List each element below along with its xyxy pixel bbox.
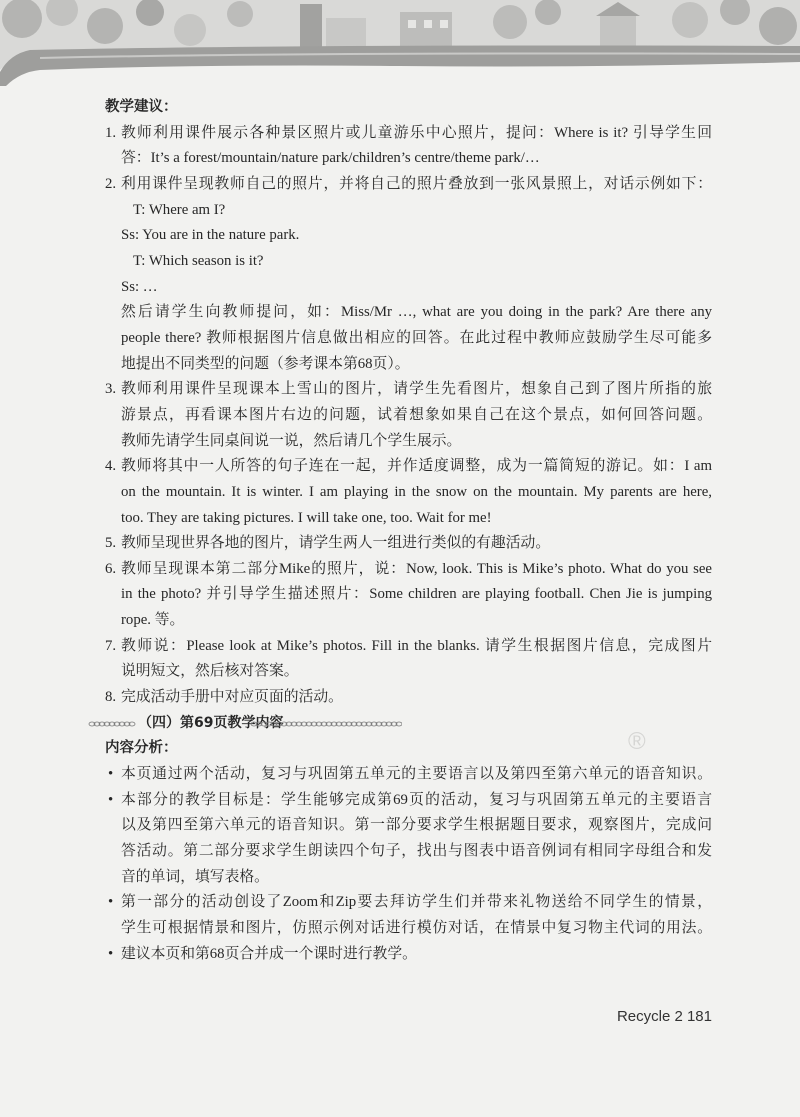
item-text: 地提出不同类型的问题（参考课本第68页）。 [121,355,410,372]
item-number: 8. [105,689,117,706]
bullet-text: 答活动。第二部分要求学生朗读四个句子，找出与图表中语音例词有相同字母组合和发 [121,843,712,860]
suggestion-item-7-cont [105,659,712,685]
header-banner [0,0,800,88]
page-number: 181 [686,1008,712,1025]
section-title-line [105,711,712,737]
suggestion-item-2-cont [105,326,712,352]
footer-unit: Recycle 2 [616,1008,683,1025]
suggestion-item-3-cont [105,429,712,455]
analysis-bullet-3-cont [105,916,712,942]
bullet-text: 建议本页和第68页合并成一个课时进行教学。 [121,945,417,962]
item-text: people there? 教师根据图片信息做出相应的回答。在此过程中教师应鼓励学生尽可能多 [121,329,712,346]
analysis-bullet-2 [105,788,712,814]
page-footer [560,1008,712,1025]
item-text: 教师将其中一人所答的句子连在一起，并作适度调整，成为一篇简短的游记。如：I am [121,458,712,475]
bullet-text: 本页通过两个活动，复习与巩固第五单元的主要语言以及第四至第六单元的语音知识。 [121,766,712,783]
item-number: 6. [105,560,117,577]
suggestion-item-1-cont [105,146,712,172]
analysis-bullet-2-cont [105,839,712,865]
suggestion-item-4-cont [105,506,712,532]
item-text: 完成活动手册中对应页面的活动。 [121,689,343,706]
item-text: 教师先请学生同桌间说一说，然后请几个学生展示。 [121,432,462,449]
suggestion-item-2-cont [105,300,712,326]
analysis-bullet-1 [105,762,712,788]
item-text: 游景点，再看课本图片右边的问题，试着想象如果自己在这个景点，如何回答问题。 [121,406,712,423]
bullet-icon: • [108,894,114,911]
suggestion-item-4 [105,454,712,480]
suggestion-item-6-cont [105,582,712,608]
banner-ground [0,46,800,87]
dialogue-text: Ss: … [121,278,158,295]
bullet-icon: • [108,945,114,962]
bullet-text: 学生可根据情景和图片，仿照示例对话进行模仿对话，在情景中复习物主代词的用法。 [121,920,712,936]
bullet-icon: • [108,766,114,783]
item-text: 教师利用课件呈现课本上雪山的图片，请学生先看图片，想象自己到了图片所指的旅 [121,381,712,398]
page-content [105,95,712,967]
item-text: 利用课件呈现教师自己的照片，并将自己的照片叠放到一张风景照上，对话示例如下： [121,175,712,192]
item-text: 教师利用课件展示各种景区照片或儿童游乐中心照片，提问：Where is it? 引导学生回 [121,124,712,141]
suggestion-item-3-cont [105,403,712,429]
suggestion-item-6-cont [105,608,712,634]
item-text: in the photo? 并引导学生描述照片：Some children are playing football. Chen Jie is jumping [121,586,712,603]
wave-divider-right [250,719,402,729]
analysis-bullet-2-cont [105,865,712,891]
dialogue-text: T: Where am I? [133,201,226,218]
suggestion-item-2 [105,172,712,198]
bullet-icon: • [108,791,114,808]
item-number: 1. [105,124,117,141]
dialogue-line-students [105,223,712,249]
dialogue-line-students [105,275,712,301]
wave-divider-left [88,719,138,729]
suggestion-item-8 [105,685,712,711]
dialogue-line-teacher [105,249,712,275]
item-text: 教师说：Please look at Mike’s photos. Fill in the blanks. 请学生根据图片信息，完成图片 [121,637,712,654]
analysis-heading: 内容分析： [105,740,178,757]
bullet-text: 第一部分的活动创设了Zoom和Zip要去拜访学生们并带来礼物送给不同学生的情景， [121,894,712,911]
item-number: 7. [105,637,117,654]
analysis-bullet-4 [105,942,712,968]
item-text: 教师呈现课本第二部分Mike的照片，说：Now, look. This is Mike’s photo. What do you see [121,560,712,577]
bullet-text: 本部分的教学目标是：学生能够完成第69页的活动，复习与巩固第五单元的主要语言 [121,791,712,808]
analysis-bullet-3 [105,890,712,916]
item-text: 教师呈现世界各地的图片，请学生两人一组进行类似的有趣活动。 [121,535,551,552]
dialogue-line-teacher [105,198,712,224]
suggestion-item-2-cont [105,352,712,378]
bullet-text: 以及第四至第六单元的语音知识。第一部分要求学生根据题目要求，观察图片，完成问 [121,817,712,834]
suggestion-item-6 [105,557,712,583]
item-text: on the mountain. It is winter. I am playing in the snow on the mountain. My parents are here, [121,483,712,500]
bullet-text: 音的单词，填写表格。 [121,868,269,885]
item-number: 5. [105,535,117,552]
item-number: 4. [105,458,117,475]
suggestion-item-3 [105,377,712,403]
registered-watermark: ® [628,728,646,755]
suggestion-item-1 [105,121,712,147]
section-title: （四）第69页教学内容 [138,714,284,731]
item-text: 说明短文，然后核对答案。 [121,663,299,680]
item-text: too. They are taking pictures. I will take one, too. Wait for me! [121,509,492,526]
item-number: 2. [105,175,117,192]
suggestion-item-5 [105,531,712,557]
suggestions-heading: 教学建议： [105,99,178,115]
dialogue-text: Ss: You are in the nature park. [121,227,300,244]
item-text: 然后请学生向教师提问，如：Miss/Mr …, what are you doing in the park? Are there any [121,304,712,321]
suggestion-item-4-cont [105,480,712,506]
analysis-bullet-2-cont [105,813,712,839]
dialogue-text: T: Which season is it? [133,252,264,269]
item-text: rope. 等。 [121,612,185,629]
item-text: 答：It’s a forest/mountain/nature park/children’s centre/theme park/… [121,150,540,167]
item-number: 3. [105,381,117,398]
suggestion-item-7 [105,634,712,660]
